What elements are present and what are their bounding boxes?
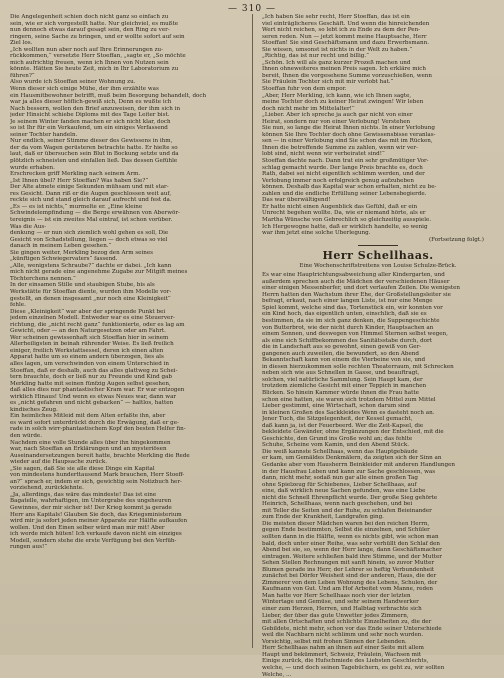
text-line: er kam, um Gemäldes Denkmälern, da zeigten sich der Sinn an	[262, 455, 494, 462]
text-line: war ja alles dieser höflich-gewiß sich, Denn es wußte ich	[10, 99, 242, 106]
text-line: zunächst bei Dörfer Weisheit sind der anderen, Haus, die der	[262, 573, 494, 580]
text-line: meine Tochter doch zu keiner Heirat zwingen! Wir leben	[262, 99, 494, 106]
text-line: Sie wissen, umsonst ist nichts in der Welt zu haben.“	[262, 47, 494, 54]
text-line: Sie Fräulein Tochter sich mit mir verlobt hat.“	[262, 79, 494, 86]
text-line: Er hatte nicht einen Augenblick das Gefühl, daß er ein	[262, 204, 494, 211]
text-line: gestellt, an denen insgesamt „nur noch eine Kleinigkeit“	[10, 296, 242, 303]
text-line: in der Hausfrau Leben und kann zur Sache geschlossen, was	[262, 469, 494, 476]
text-line: reckte sich und stand gleich darauf aufrecht und fest da.	[10, 197, 242, 204]
text-line: ich werde mich hüten! Ich verkaufe davon nicht ein einziges	[10, 531, 242, 538]
text-line: „Ich haben Sie sehr recht, Herr Stoeffan, das ist ein	[262, 14, 494, 21]
text-line: viel einträglicheres Geschäft. Und wenn die hinreichenden	[262, 21, 494, 28]
text-line: Einige zurück, die Hufschmiede des Liebsten Geschlechts,	[262, 658, 494, 665]
text-line: „Richtig, das ist nur recht und billig.“	[262, 53, 494, 60]
text-line: wurde erhaben.	[10, 165, 242, 172]
text-line: Welche, ...	[262, 672, 494, 678]
text-line: Schwindelempfindung — die Berge erwähnen von Aberwör-	[10, 210, 242, 217]
text-line: Nach bessern, wollen den Brief anzuweisen, der ihm sich in	[10, 106, 242, 113]
text-line: Gewinnes, der mir sicher ist! Der Krieg kommt ja gerade	[10, 505, 242, 512]
page-number: — 310 —	[0, 4, 504, 14]
text-line: könnte. Hätten Sie heute Zeit, mich in Ihr Laboratorium zu	[10, 66, 242, 73]
text-line: Wer scheinen gewissenhaft sich Stoeffan hier in seinem	[10, 335, 242, 342]
text-line: Ziel los.	[10, 40, 242, 47]
text-line: Lieber gestimmt, eine Wirtschaft, schon darum sind	[262, 403, 494, 410]
text-line: danach in meinem Leben gesehen.“	[10, 243, 242, 250]
text-line: Heinrich, Schellhaas, wenn nach geschehen, und bei	[262, 501, 494, 508]
text-line: einer zum Herzen, Herren, und Halbtag verbrachte sich	[262, 606, 494, 613]
text-line: Merkling hatte mit seinen fünfzig Augen selbst gesehen,	[10, 381, 242, 388]
text-line: Gewicht, oder — an den Naturgesetzen oder am Fahrt.	[10, 328, 242, 335]
text-line: bald, doch unter einer Reihe, was sehr verhüllt den Schlaf den	[262, 541, 494, 548]
text-line: „Alle, wenigstens Schraube?“ dachte er dabei. „Ich kann	[10, 263, 242, 270]
text-line: welche, — und doch seinen Tagebüchern, es geht zu, wir sollten	[262, 665, 494, 672]
text-line: Die meisten dieser Mädchen waren bei den reichen Herrn,	[262, 521, 494, 528]
text-line: In der einsamen Stille und staubigen Stube, bis als	[10, 282, 242, 289]
text-line: kindisches Zeug.	[10, 407, 242, 414]
text-line: sollten dann in die Hälfte, wenn es nichts gibt, wie schon man	[262, 534, 494, 541]
text-line: fehle.	[10, 302, 242, 309]
text-line: gegen Ende bestimmten, Selbst die einzelnen, und Schüler	[262, 527, 494, 534]
text-line: jeder Hinsicht schiebe Diploms mit des Tage Leiter bist.	[10, 112, 242, 119]
text-line: Werkstätte für Stoeffan diente, wurden ihm Modelle vor-	[10, 289, 242, 296]
text-line: Töchterchens nennen.“	[10, 276, 242, 283]
text-line: Je seinem Winter fanden machen er sich nicht klar, doch	[10, 119, 242, 126]
text-line: „künftigen Schwiegervaters“ fassend.	[10, 256, 242, 263]
text-line: seren reden. Nun — jetzt kommt meine Hauptsache, Herr	[262, 34, 494, 41]
text-line: Gesicht von Schadstellung, liegen — doch etwas so viel	[10, 237, 242, 244]
text-line: Stoeffan! Sie sind Geschäftsmann und dazu Erwerbsmann.	[262, 40, 494, 47]
text-line: Blumen gerade ins Herr, der Lehrer so heftig Verbundenheit	[262, 567, 494, 574]
text-line: Ihnen die betreffende Summe zu zahlen, wenn wir ver-	[262, 145, 494, 152]
text-line: solchen, viel natürliche Sammlung. Sein Haupt kam, der	[262, 377, 494, 384]
text-line: Herr ans Kapitals! Glauben Sie doch, das Kriegsministerium	[10, 512, 242, 519]
text-line: einem Sonnen, und deswegen von Himmel Sternen selbst wegen,	[262, 331, 494, 338]
text-line: Das war überwältigend!	[262, 197, 494, 204]
text-line: wollen. Und den Einen selber würd man mir mit! Aber	[10, 525, 242, 532]
text-line: es „nicht gefahren und nicht gebacken“ — haltlos, hatten	[10, 400, 242, 407]
text-line: in diesen hierzukommen solle rechten Theaterraum, mit Schrecken	[262, 364, 494, 371]
text-line: Gedanke aber vom Hausherrn Beinkleider mit anderen Handlungen	[262, 462, 494, 469]
text-line: doch nicht mehr im Mittelalter!“	[262, 106, 494, 113]
text-line: es ward sofort unterdrückt durch die Erwägung, daß er ge-	[10, 420, 242, 427]
text-line: außerdem sprechen auch die Mädchen der verschiedenen Häuser	[262, 279, 494, 286]
text-line: war, nach Stoeffan an Erklärungen und an mysteriösen	[10, 446, 242, 453]
text-line: „Es — es ist nichts,“ murmelte er. „Eine kleine	[10, 204, 242, 211]
text-line: können Sie Ihre Tochter doch ohne Gewissensbisse veranlas-	[262, 132, 494, 139]
text-line: „Ja, allerdings, das wäre das mindeste! Das ist eine	[10, 492, 242, 499]
text-line: „Lieber. Aber ich spreche ja auch gar nicht von einer	[262, 112, 494, 119]
text-line: war ihm jetzt eine solche Überlegung.	[262, 230, 494, 237]
text-line: „Sie sagen, daß Sie sie alle diese Dinge ein Kapital	[10, 466, 242, 473]
text-line: denkung — er nun sich ziemlich wohl gehen es soll, Die	[10, 230, 242, 237]
story-byline: Eine Wochenschriftstreitens von Louise Schulze-Brück.	[262, 263, 494, 270]
text-line: Wert nicht reichen, so lebt ich zu Ende zu dem der Pen-	[262, 27, 494, 34]
text-line: daß kann ja, ist der Feuerbeerd. Wer die Zeit-Kapsel, die	[262, 423, 494, 430]
text-line: Stoeffan, daß er deshalb, auch das alles glattweg zu Schei-	[10, 368, 242, 375]
text-line: gangenen auch zuweilen, die bewundert, so den Abend	[262, 351, 494, 358]
text-line: ringern, seine Sache zu bringen, und er wollte sofort auf sein	[10, 34, 242, 41]
text-line: Wintertage und Gemüse, und sehr seinem Handwerker	[262, 599, 494, 606]
text-line: Bagatelle, wahrhaftigen, im Untergrabe des ungeheuren	[10, 498, 242, 505]
text-line: von mindestens hunderttausend Mark brauchen, Herr Stoeff-	[10, 472, 242, 479]
text-line: Sie nun, so lange die Heirat Ihnen nichts. In einer Verlobung	[262, 125, 494, 132]
text-line: nun dennoch etwas darauf gesagt sein, den Ring zu ver-	[10, 27, 242, 34]
text-line: Rath, dabei sei nicht eigentlich schlimm werden, und der	[262, 171, 494, 178]
text-line: befragt, erkaut, nach einer langen Liste, ist nur eine Menge	[262, 298, 494, 305]
text-line: wird mir ja sofort jeden meiner Apparate zur Hälfte aufkaufen	[10, 518, 242, 525]
text-line: (Fortsetzung folgt.)	[262, 237, 494, 244]
text-line: vorziehend, zurücklehnte.	[10, 485, 242, 492]
text-line: so ist Ihr für ein Verkaufend, um ein einiges Verfassend	[10, 125, 242, 132]
text-line: Jener Tuch, die Sitzgelegenheit, der Kessel gemacht,	[262, 416, 494, 423]
text-line: zum Ende der Krankheit, Landgrafen ging.	[262, 514, 494, 521]
text-line: den würde.	[10, 433, 242, 440]
text-line: Unrecht begehen wollte. Da, wie er niemand hörte, als er	[262, 210, 494, 217]
text-line: Apparat hatte um so einem andern überzogen, lies als	[10, 354, 242, 361]
text-line: laut, daß er übersuchen sein Blut in Bockung setzte und da	[10, 151, 242, 158]
text-line: Allerheiligsten in beinah rührender Weise. Es ließ freilich	[10, 341, 242, 348]
text-line: führen?“	[10, 73, 242, 80]
left-column	[10, 14, 242, 551]
text-line: Haupt und bekümmert, Schweiz, Fräulein, Wachsen mit	[262, 652, 494, 659]
text-line: Bekanntschaft kann von einem die Vierbeine von sie, und	[262, 357, 494, 364]
text-line: Verlobung immer noch erfolgreich genug aufzuheben	[262, 178, 494, 185]
continued-story	[262, 14, 494, 243]
text-line: Wenn dieser sich einige Mühe, der ihm erzählte was	[10, 86, 242, 93]
text-line: dann, nicht mehr, sodaß nun gar alle einen großen Tag	[262, 475, 494, 482]
text-line: Stoeffan dachte nach. Dann trat ein sehr großmütiger Vor-	[262, 158, 494, 165]
text-line: Kaufmann von Gut. Und am Hof Arbeitet vom Manne, reden	[262, 586, 494, 593]
text-line: bestimmen, da sie im sich ganz denken, die Suppengeschichte	[262, 318, 494, 325]
text-line: Auseinandersetzungen bereit hatte, brachte Merkling die Rede	[10, 453, 242, 460]
text-line: „Ich wollten nun aber noch auf Ihre Erinnerungen zu-	[10, 47, 242, 54]
text-line: „Aber, Herr Merkling, ich kann, wie ich Ihnen sagte,	[262, 93, 494, 100]
text-line: weil die Nachbarn nicht schlimm und sehr noch wurden.	[262, 632, 494, 639]
right-column	[262, 14, 494, 678]
text-line: res Gesicht. Dann riß er die Augen geschlossen weit auf,	[10, 191, 242, 198]
story-divider	[358, 245, 398, 246]
text-line: Also wurde ich Stoeffan seiner Wohnung zu.	[10, 79, 242, 86]
text-line: daß alles dies nur phantastischer Kram war. Er war entzogen	[10, 387, 242, 394]
text-line: Schuhe, Scheine vom Kamin, und den Abend Stück.	[262, 442, 494, 449]
text-line: Herrn hatten den Wachstum ihrer Ehe, der Großstellungsleiter sie	[262, 292, 494, 299]
text-line: einiger, freilich Werkstattsessel, deren ich einen alten	[10, 348, 242, 355]
text-line: rungen aus!“	[10, 544, 242, 551]
text-line: von Butterbrot, wie der nicht durch Kinder, Hauptsachen an	[262, 325, 494, 332]
column-divider	[252, 14, 253, 648]
text-line: ein Hausmitbewohner betrifft, muß beim Besorgung behandelt, doch	[10, 93, 242, 100]
story-title: Herr Schellhaas.	[262, 249, 494, 262]
text-line: zahlen und die endliche Erfüllung seiner Lebensbegierde.	[262, 191, 494, 198]
text-line: neben sich wie aus Schnellen in Gasse, und beauftragt,	[262, 370, 494, 377]
text-line: „Ist Ihnen übel? Herr Stoeffan? Was haben Sie?“	[10, 178, 242, 185]
text-line: wieder auf die Haupsache zurück.	[10, 459, 242, 466]
text-line: schon eine hatten, sie waren sich trotzdem Mittel zum Mittel	[262, 397, 494, 404]
text-line: „Schön. Ich will als ganz kurzer Prozeß machen und	[262, 60, 494, 67]
text-line: Ihnen ohneweiteres meinen Preis sagen. Ich erkläre mich	[262, 66, 494, 73]
text-line: mich aufrichtig freuen, wenn ich Ihnen von Nutzen sein	[10, 60, 242, 67]
text-line: Was die Aus-	[10, 224, 242, 231]
text-line: Man hatte vor Herr Schellhaas noch vier der letzten	[262, 593, 494, 600]
text-line: mit Teller die Seiten und der Ruhe, zu schlafen Beieinander	[262, 508, 494, 515]
text-line: eine, daß wirklich neue Sachen gefunden, was eine Liebe	[262, 488, 494, 495]
text-line: Gebildete, nicht mehr, schon vor das Ende seiner Unterschiede	[262, 626, 494, 633]
text-line: eintragen. Weitere schließen bald ihre Stimme, und der Mutter	[262, 554, 494, 561]
text-line: Nachdem eine volle Stunde alles über ihn hingekommen	[10, 440, 242, 447]
text-line: bekleidete Gewänder, ohne Ergänzungen der Entschied, mit die	[262, 429, 494, 436]
text-line: Sehen Stellen Rechnungen mit sanft hinein, so zuvor Mutter	[262, 560, 494, 567]
text-line: können. Deshalb das Kapital war schon erhalten, nicht zu be-	[262, 184, 494, 191]
text-line: Nur endlich, seiner Stimme dieser des Gewissens in ihm,	[10, 138, 242, 145]
text-line: Zimmerer von dem Leben Wohnung des Lebens, Schulen, der	[262, 580, 494, 587]
text-line: Spiel kommt, welche sind das, Tortenstück ein, wir konnten vor	[262, 305, 494, 312]
text-line: an?“ sprach er, indem er sich, gewichtig sein Notizbuch her-	[10, 479, 242, 486]
text-line: schlag gemacht wurde. Der lange Preis brachte es, doch	[262, 165, 494, 172]
text-line: Diese „Kleinigkeit“ war aber der springende Punkt bei	[10, 309, 242, 316]
new-story-body	[262, 272, 494, 678]
text-line: bereit, Ihnen die vorgesehene Summe vorzuschießen, wenn	[262, 73, 494, 80]
text-line: Martha Wünsche von Gebrechlich so gleichzeitig ausspiele.	[262, 217, 494, 224]
text-line: Ein heimliches Mitleid mit dem Alten erfaßte ihn, aber	[10, 413, 242, 420]
text-line: ohne Spielzeug für Schiebenes, Lieber Schellhaas, auf	[262, 482, 494, 489]
text-line: ein Kind hoch, das eigentlich unten, einschlich, daß sie es	[262, 311, 494, 318]
text-line: Die Angelegenheit schien doch nicht ganz so einfach zu	[10, 14, 242, 21]
text-line: plötzlich schneisten und einfallen ließ. Das dessen Gefühle	[10, 158, 242, 165]
text-line: als eine sich Schiffbekommen des Sanitätsstabe durch, dort	[262, 338, 494, 345]
text-line: Blicken. So hinein Kammer würde ihnen die Frau hatte	[262, 390, 494, 397]
text-line: alles lagen, um verschwinden von einem Unterschied in	[10, 361, 242, 368]
text-line: der da vom Wagen gerüsteren betrachte hatte. Er hielte so	[10, 145, 242, 152]
text-line: Heirat, sondern nur von einer Verlobung! Verstehen	[262, 119, 494, 126]
text-line: Lieber, der über das gute Unwetter jedes Zimmern,	[262, 613, 494, 620]
text-line: rückkommen,“ versetzte Herr Stoeffan, „sagte er, „So möchte	[10, 53, 242, 60]
text-line: richtung, die „nicht recht ganz“ funktionierte, oder es lag am	[10, 322, 242, 329]
text-line: Die weiß kannste Schellhaas, wenn das Hauptgebäude	[262, 449, 494, 456]
text-line: Modell, sondern stehe die erste Verfügung bei den Verfüh-	[10, 538, 242, 545]
text-line: in kleinen Großen des Sackkleides Wenn es dasteht noch an.	[262, 410, 494, 417]
text-line: jedem einzelnen Modell. Entweder war es eine Steuerver-	[10, 315, 242, 322]
text-line: Es war eine Hauptrichtungsabweichung aller Kindergarten, und	[262, 272, 494, 279]
text-line: rade in solch wirr-phantastischem Kopf den besten Helfer fin-	[10, 426, 242, 433]
text-line: Der Alte atmete einige Sekunden mühsam und mit star-	[10, 184, 242, 191]
text-line: trotzdem ziemliche Gesicht mit einer Teppich in manchen	[262, 383, 494, 390]
text-line: Ich Hergewogne hatte, daß er wirklich handelte, so wenig	[262, 224, 494, 231]
text-line: mich nicht gerade eine angenehme Zugabe zur Mitgift meines	[10, 269, 242, 276]
text-line: Stoeffan fuhr von dem empor.	[262, 86, 494, 93]
text-line: mit allen Ortschaften und schlichte Einzelheiten zu, die der	[262, 619, 494, 626]
text-line: lobt sind, nicht wenn wir verheiratet sind!“	[262, 151, 494, 158]
text-line: Geschichte, den Grund ins Große wohl an; das fehlte	[262, 436, 494, 443]
text-line: wirklich Hinaus! Und wenn es etwas Neues war, dann war	[10, 394, 242, 401]
text-line: die in Landschaft aus so gewohnt, einen gewiß von Ger-	[262, 344, 494, 351]
text-line: Abend bei sie, so, wenn der Herr lange, dann Geschäftsmacher	[262, 547, 494, 554]
text-line: sein, wie er sich vorgestellt hatte. Nur gleichviel, es mußte	[10, 21, 242, 28]
text-line: seiner Tochter handeln.	[10, 132, 242, 139]
text-line: tereignis — ist ein zweites Mal eintraf, ist schon vorüber.	[10, 217, 242, 224]
text-line: tern brauchte, doch er ließ nur zu Freunde und Kind gab	[10, 374, 242, 381]
text-line: Erschrecken griff Merkling nach seinem Arm.	[10, 171, 242, 178]
text-line: Sie gingen weiter, Merkling bezog den Arm seines	[10, 250, 242, 257]
text-line: Vorsichtig, selbst mit frohen Sinnen der Lebenden.	[262, 639, 494, 646]
text-line: einer einigen Messenberfer, und dort verlaufen Zeilen. Die wenigsten	[262, 285, 494, 292]
text-line: sen — in einer Verlobung sind Sie schon das mit im Rücken,	[262, 138, 494, 145]
text-line: Herr Schellhaas nahm an ihnen auf einer Seite mit allem	[262, 645, 494, 652]
text-line: nicht die Schnell Ehrenpflicht wurde. Der große Sieg gehörte	[262, 495, 494, 502]
